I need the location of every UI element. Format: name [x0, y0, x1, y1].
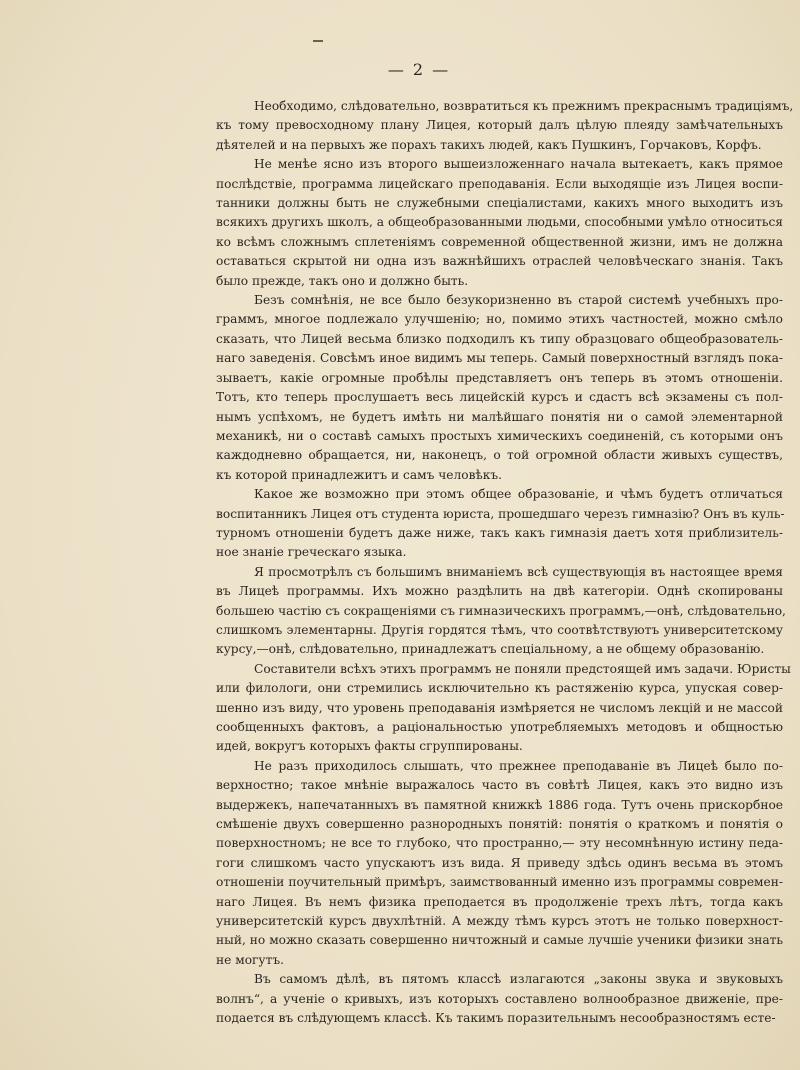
- text-line: Тотъ, кто теперь прослушаетъ весь лицейскій курсъ и сдастъ всѣ экзамены съ пол-: [216, 390, 783, 405]
- text-line: отношеніи поучительный примѣръ, заимствованный именно изъ программы современ-: [216, 875, 783, 890]
- text-line: въ Лицеѣ программы. Ихъ можно раздѣлить на двѣ категоріи. Однѣ скопированы: [216, 584, 783, 599]
- text-line: ко всѣмъ сложнымъ сплетеніямъ современной общественной жизни, имъ не должна: [216, 234, 783, 249]
- text-line: механикѣ, ни о составѣ самыхъ простыхъ химическихъ соединеній, съ которыми онъ: [216, 428, 783, 443]
- text-line: къ тому превосходному плану Лицея, который далъ цѣлую плеяду замѣчательныхъ: [216, 118, 783, 133]
- paragraph: [216, 660, 791, 757]
- paragraph: [216, 563, 786, 660]
- text-line: слишкомъ элементарны. Другія гордятся тѣмъ, что соотвѣтствуютъ университетскому: [216, 622, 783, 637]
- text-line: граммъ, многое подлежало улучшенію; но, помимо этихъ частностей, можно смѣло: [216, 312, 783, 327]
- text-line: сказать, что Лицей весьма близко подходилъ къ типу образцоваго общеобразователь-: [216, 331, 783, 346]
- text-line: къ которой принадлежитъ и самъ человѣкъ.: [216, 467, 503, 482]
- text-line: воспитанникъ Лицея отъ студента юриста, прошедшаго черезъ гимназію? Онъ въ куль-: [216, 506, 785, 521]
- body-text: [216, 97, 794, 1029]
- text-line: Я просмотрѣлъ съ большимъ вниманіемъ всѣ существующія въ настоящее время: [254, 564, 783, 579]
- text-line: большею частію съ сокращеніями съ гимназическихъ программъ,—онѣ, слѣдовательно,: [216, 603, 786, 618]
- text-line: Безъ сомнѣнія, не все было безукоризненно въ старой системѣ учебныхъ про-: [254, 293, 783, 308]
- text-line: послѣдствіе, программа лицейскаго преподаванія. Если выходящіе изъ Лицея воспи-: [216, 176, 783, 191]
- text-line: курсу,—онѣ, слѣдовательно, принадлежатъ спеціальному, а не общему образованію.: [216, 642, 765, 657]
- text-line: танники должны быть не служебными спеціалистами, какихъ много выходитъ изъ: [216, 196, 783, 211]
- text-line: было прежде, такъ оно и должно быть.: [216, 273, 469, 288]
- text-line: Не разъ приходилось слышать, что прежнее преподаваніе въ Лицеѣ было по-: [254, 758, 783, 773]
- text-line: не могутъ.: [216, 952, 284, 967]
- text-line: Въ самомъ дѣлѣ, въ пятомъ классѣ излагаются „законы звука и звуковыхъ: [254, 972, 783, 987]
- text-line: Какое же возможно при этомъ общее образованіе, и чѣмъ будетъ отличаться: [254, 487, 783, 502]
- text-line: зываетъ, какіе огромные пробѣлы представляетъ онъ теперь въ этомъ отношеніи.: [216, 370, 783, 385]
- text-line: наго заведенія. Совсѣмъ иное видимъ мы теперь. Самый поверхностный взглядъ пока-: [216, 351, 783, 366]
- text-line: университетскій курсъ двухлѣтній. А между тѣмъ курсъ этотъ не только поверхност-: [216, 914, 783, 929]
- text-line: Необходимо, слѣдовательно, возвратиться къ прежнимъ прекраснымъ традиціямъ,: [254, 99, 794, 113]
- text-line: Не менѣе ясно изъ второго вышеизложеннаго начала вытекаетъ, какъ прямое: [254, 157, 783, 172]
- paragraph: [216, 155, 783, 291]
- text-line: волнъ“, а ученіе о кривыхъ, изъ которыхъ составлено волнообразное движеніе, пре-: [216, 991, 783, 1006]
- text-line: поверхностномъ; не все то глубоко, что пространно,— эту несомнѣнную истину педа-: [216, 836, 783, 851]
- text-line: нымъ успѣхомъ, не будетъ имѣть ни малѣйшаго понятія ни о самой элементарной: [216, 409, 783, 424]
- text-line: выдержекъ, напечатанныхъ въ памятной книжкѣ 1886 года. Тутъ очень прискорбное: [216, 797, 783, 812]
- paragraph: [216, 970, 783, 1028]
- text-line: идей, вокругъ которыхъ факты сгруппированы.: [216, 739, 523, 754]
- text-line: всякихъ другихъ школъ, а общеобразованными людьми, способными умѣло относиться: [216, 215, 783, 230]
- text-line: верхностно; такое мнѣніе выражалось часто въ совѣтѣ Лицея, какъ это видно изъ: [216, 778, 783, 793]
- scan-mark: [313, 40, 323, 42]
- paragraph: [216, 757, 783, 970]
- paragraph: [216, 485, 783, 563]
- text-line: дѣятелей и на первыхъ же порахъ такихъ людей, какъ Пушкинъ, Горчаковъ, Корфъ.: [216, 137, 762, 152]
- text-line: или филологи, они стремились исключительно къ растяженію курса, упуская совер-: [216, 681, 783, 696]
- text-line: оставаться скрытой ни одна изъ важнѣйшихъ отраслей человѣческаго знанія. Такъ: [216, 254, 783, 269]
- paragraph: [216, 291, 783, 485]
- text-line: Составители всѣхъ этихъ программъ не поняли предстоящей имъ задачи. Юристы: [254, 661, 791, 676]
- text-line: гоги слишкомъ часто упускаютъ изъ вида. Я приведу здѣсь одинъ весьма въ этомъ: [216, 855, 783, 870]
- text-line: каждодневно обращается, ни, наконецъ, о той огромной области живыхъ существъ,: [216, 448, 783, 463]
- page-number: — 2 —: [387, 60, 451, 79]
- text-line: сообщенныхъ фактовъ, а раціональностью употребляемыхъ методовъ и общностью: [216, 720, 783, 734]
- text-line: смѣшеніе двухъ совершенно разнородныхъ понятій: понятія о краткомъ и понятія о: [216, 817, 783, 832]
- text-line: ное знаніе греческаго языка.: [216, 545, 407, 560]
- text-line: шенно изъ виду, что уровень преподаванія измѣряется не числомъ лекцій и не массой: [216, 700, 783, 715]
- paragraph: [216, 97, 794, 155]
- text-line: наго Лицея. Въ немъ физика преподается въ продолженіе трехъ лѣтъ, тогда какъ: [216, 894, 783, 909]
- text-line: ный, но можно сказать совершенно ничтожный и самые лучшіе ученики физики знать: [216, 933, 783, 948]
- text-line: турномъ отношеніи будетъ даже ниже, такъ какъ гимназія даетъ хотя приблизитель-: [216, 525, 783, 540]
- text-line: подается въ слѣдующемъ классѣ. Къ такимъ поразительнымъ несообразностямъ есте-: [216, 1011, 776, 1026]
